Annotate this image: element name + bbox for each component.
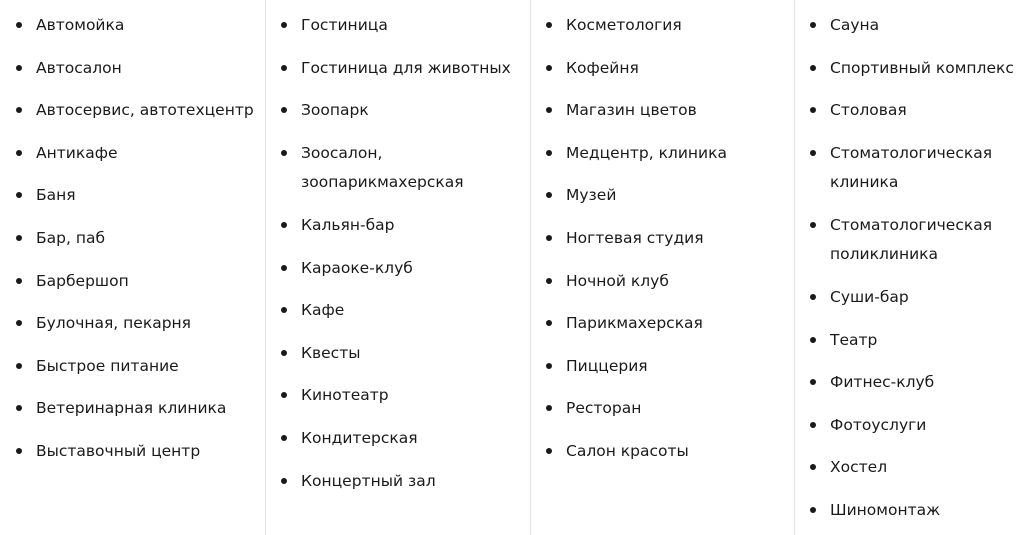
list-item-label: Караоке-клуб xyxy=(301,258,413,277)
bullet-icon xyxy=(810,507,816,513)
bullet-icon xyxy=(281,435,287,441)
bullet-icon xyxy=(16,405,22,411)
list-item-label: Салон красоты xyxy=(566,442,689,460)
bullet-icon xyxy=(810,464,816,470)
list-item-label: Медцентр, клиника xyxy=(566,143,727,162)
bullet-icon xyxy=(16,192,22,198)
list-item xyxy=(531,352,648,381)
list-item-label: Кальян-бар xyxy=(301,215,395,234)
bullet-icon xyxy=(810,107,816,113)
list-item xyxy=(1,181,76,210)
list-item-label: Стоматологическая xyxy=(830,215,993,234)
list-item-label: Зоопарк xyxy=(301,101,369,120)
bullet-icon xyxy=(16,107,22,113)
list-item xyxy=(795,368,934,397)
bullet-icon xyxy=(810,150,816,156)
bullet-icon xyxy=(281,22,287,28)
list-item xyxy=(531,394,641,423)
bullet-icon xyxy=(281,265,287,271)
bullet-icon xyxy=(16,278,22,284)
bullet-icon xyxy=(810,337,816,343)
list-item xyxy=(531,437,689,466)
list-item xyxy=(1,96,254,125)
list-item-label: Театр xyxy=(830,330,878,349)
bullet-icon xyxy=(810,379,816,385)
column-1 xyxy=(0,0,266,535)
list-item xyxy=(1,352,179,381)
list-item xyxy=(795,211,992,269)
list-item xyxy=(266,296,344,325)
bullet-icon xyxy=(16,320,22,326)
list-item xyxy=(1,11,124,40)
bullet-icon xyxy=(16,235,22,241)
list-item xyxy=(795,11,879,40)
list-item-label: Пиццерия xyxy=(566,356,648,375)
list-item xyxy=(1,139,118,168)
bullet-icon xyxy=(281,350,287,356)
list-item-label: Кинотеатр xyxy=(301,386,389,405)
list-item-label: Гостиница xyxy=(301,16,388,34)
bullet-icon xyxy=(546,448,552,454)
bullet-icon xyxy=(546,107,552,113)
bullet-icon xyxy=(546,405,552,411)
list-item xyxy=(1,309,191,338)
list-item-label: Антикафе xyxy=(36,143,118,162)
list-item xyxy=(531,309,703,338)
bullet-icon xyxy=(281,150,287,156)
bullet-icon xyxy=(16,22,22,28)
list-item-label: Спортивный комплекс xyxy=(830,58,1014,77)
list-item-label: Парикмахерская xyxy=(566,314,703,333)
list-item-label: Столовая xyxy=(830,101,907,120)
bullet-icon xyxy=(281,222,287,228)
bullet-icon xyxy=(546,150,552,156)
list-item-label: Концертный зал xyxy=(301,471,436,490)
bullet-icon xyxy=(546,65,552,71)
list-item-label: клиника xyxy=(830,172,899,191)
list-item xyxy=(266,254,413,283)
list-item xyxy=(795,411,926,440)
list-item xyxy=(266,467,436,496)
list-item-label: Автомойка xyxy=(36,16,125,34)
list-item-label: Быстрое питание xyxy=(36,356,179,375)
bullet-icon xyxy=(810,65,816,71)
list-item xyxy=(266,424,418,453)
list-item-label: Косметология xyxy=(566,16,682,34)
bullet-icon xyxy=(16,65,22,71)
list-item-label: Ногтевая студия xyxy=(566,229,704,247)
list-item xyxy=(1,267,129,296)
list-item xyxy=(531,96,697,125)
bullet-icon xyxy=(546,278,552,284)
list-item xyxy=(795,283,909,312)
list-item-label: зоопарикмахерская xyxy=(301,172,464,191)
bullet-icon xyxy=(281,65,287,71)
list-item xyxy=(266,139,464,197)
bullet-icon xyxy=(281,392,287,398)
list-item-label: Сауна xyxy=(830,16,880,34)
list-item xyxy=(266,381,389,410)
list-item-label: Хостел xyxy=(830,458,888,477)
list-item xyxy=(795,453,887,482)
bullet-icon xyxy=(546,320,552,326)
bullet-icon xyxy=(810,222,816,228)
list-item xyxy=(531,11,682,40)
bullet-icon xyxy=(16,363,22,369)
list-item xyxy=(795,326,877,355)
column-4 xyxy=(795,0,1024,535)
list-item xyxy=(266,339,360,368)
list-item xyxy=(531,181,616,210)
bullet-icon xyxy=(546,363,552,369)
list-item xyxy=(1,54,122,83)
list-item-label: Ночной клуб xyxy=(566,271,669,290)
list-item-label: Кондитерская xyxy=(301,428,418,447)
bullet-icon xyxy=(281,107,287,113)
list-item-label: Фитнес-клуб xyxy=(830,373,935,392)
column-3 xyxy=(531,0,795,535)
list-item-label: Ветеринарная клиника xyxy=(36,399,227,418)
list-item-label: Барбершоп xyxy=(36,271,129,290)
list-item-label: Бар, паб xyxy=(36,229,106,247)
bullet-icon xyxy=(810,422,816,428)
list-item-label: Выставочный центр xyxy=(36,442,201,460)
list-item-label: Автосалон xyxy=(36,58,122,77)
column-2 xyxy=(266,0,531,535)
list-item xyxy=(266,11,388,40)
list-item-label: Суши-бар xyxy=(830,288,909,306)
list-item-label: Музей xyxy=(566,186,617,205)
list-item xyxy=(266,96,369,125)
list-item-label: Шиномонтаж xyxy=(830,501,941,519)
list-item-label: Ресторан xyxy=(566,399,642,418)
list-item-label: Кафе xyxy=(301,301,345,320)
list-item-label: Квесты xyxy=(301,343,361,362)
bullet-icon xyxy=(16,150,22,156)
bullet-icon xyxy=(546,22,552,28)
list-item xyxy=(1,394,226,423)
list-item xyxy=(531,139,727,168)
list-item xyxy=(266,54,511,83)
list-item-label: Гостиница для животных xyxy=(301,58,511,77)
bullet-icon xyxy=(810,22,816,28)
list-item-label: Стоматологическая xyxy=(830,143,993,162)
list-item-label: Автосервис, автотехцентр xyxy=(36,101,254,120)
list-item xyxy=(1,437,200,466)
bullet-icon xyxy=(281,478,287,484)
list-item xyxy=(795,496,940,525)
list-item xyxy=(531,267,669,296)
list-item-label: поликлиника xyxy=(830,244,939,263)
list-item-label: Булочная, пекарня xyxy=(36,314,191,333)
list-item xyxy=(795,139,992,197)
bullet-icon xyxy=(810,294,816,300)
list-item xyxy=(795,96,907,125)
list-item-label: Зоосалон, xyxy=(301,143,383,162)
list-item-label: Фотоуслуги xyxy=(830,415,927,434)
list-item xyxy=(531,224,704,253)
list-item-label: Кофейня xyxy=(566,58,639,77)
list-item xyxy=(795,54,1014,83)
list-item-label: Магазин цветов xyxy=(566,101,697,120)
list-item-label: Баня xyxy=(36,186,76,205)
bullet-icon xyxy=(546,235,552,241)
list-item xyxy=(531,54,639,83)
list-item xyxy=(1,224,105,253)
bullet-icon xyxy=(281,307,287,313)
bullet-icon xyxy=(546,192,552,198)
bullet-icon xyxy=(16,448,22,454)
list-item xyxy=(266,211,395,240)
